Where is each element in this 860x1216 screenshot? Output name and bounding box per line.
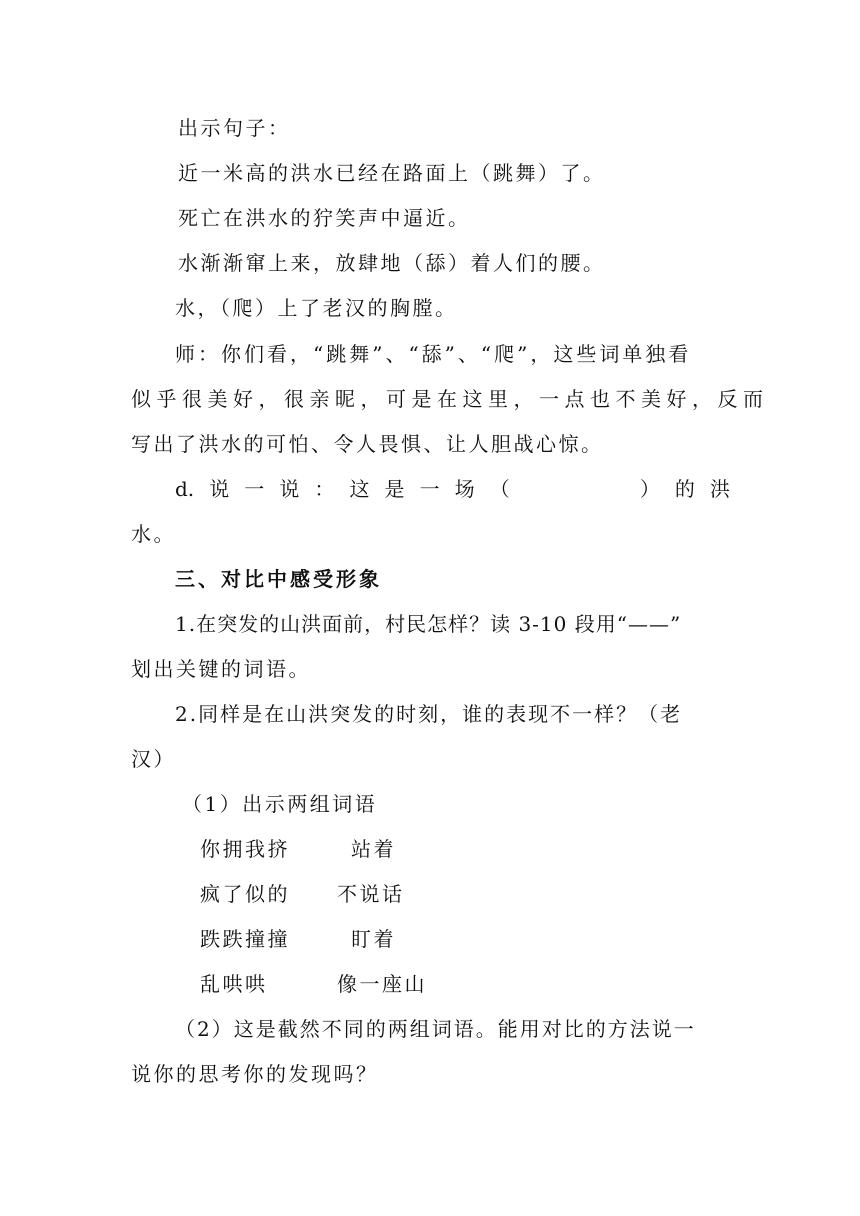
- text-line: 水，（爬）上了老汉的胸膛。: [175, 296, 458, 320]
- text-fragment: （: [489, 477, 510, 501]
- text-fragment: 场: [454, 477, 475, 501]
- word-group-right-item: 像一座山: [337, 972, 427, 996]
- text-fragment: 一: [244, 477, 265, 501]
- word-group-right-item: 盯着: [351, 927, 396, 951]
- text-line: 说你的思考你的发现吗？: [131, 1062, 379, 1086]
- text-line: 似乎很美好，很亲昵，可是在这里，一点也不美好，反而: [131, 387, 769, 411]
- word-group-right-item: 不说话: [337, 882, 405, 906]
- text-fragment: 一: [419, 477, 440, 501]
- word-group-left-item: 疯了似的: [200, 882, 290, 906]
- text-line: 2.同样是在山洪突发的时刻，谁的表现不一样？（老: [175, 702, 683, 726]
- word-group-left-item: 乱哄哄: [200, 972, 268, 996]
- text-line: 出示句子：: [178, 116, 291, 140]
- word-group-right-item: 站着: [351, 837, 396, 861]
- text-line: 1.在突发的山洪面前，村民怎样？读 3-10 段用“——”: [175, 612, 682, 636]
- text-fragment: 说: [209, 477, 230, 501]
- text-line: 近一米高的洪水已经在路面上（跳舞）了。: [178, 161, 606, 185]
- text-line-spread: [175, 477, 730, 501]
- text-line: 水。: [131, 522, 176, 546]
- blank-space: [525, 477, 625, 501]
- text-line: 水渐渐窜上来，放肆地（舔）着人们的腰。: [178, 251, 606, 275]
- text-line: （1）出示两组词语: [182, 792, 378, 816]
- text-line: 写出了洪水的可怕、令人畏惧、让人胆战心惊。: [131, 432, 604, 456]
- text-line: 死亡在洪水的狞笑声中逼近。: [178, 206, 471, 230]
- text-fragment: 是: [384, 477, 405, 501]
- text-line: （2）这是截然不同的两组词语。能用对比的方法说一: [175, 1017, 696, 1041]
- word-group-left-item: 你拥我挤: [200, 837, 290, 861]
- text-fragment: 的: [674, 477, 695, 501]
- text-line: 汉）: [131, 747, 176, 771]
- section-heading: 三、对比中感受形象: [175, 567, 382, 591]
- text-fragment: 说: [279, 477, 300, 501]
- text-fragment: ）: [639, 477, 660, 501]
- text-line: 划出关键的词语。: [131, 657, 311, 681]
- text-fragment: 这: [349, 477, 370, 501]
- text-fragment: 洪: [709, 477, 730, 501]
- text-line: 师：你们看，“跳舞”、“舔”、“爬”，这些词单独看: [175, 342, 692, 366]
- word-group-left-item: 跌跌撞撞: [200, 927, 290, 951]
- text-fragment: d.: [175, 477, 195, 501]
- text-fragment: ：: [314, 477, 335, 501]
